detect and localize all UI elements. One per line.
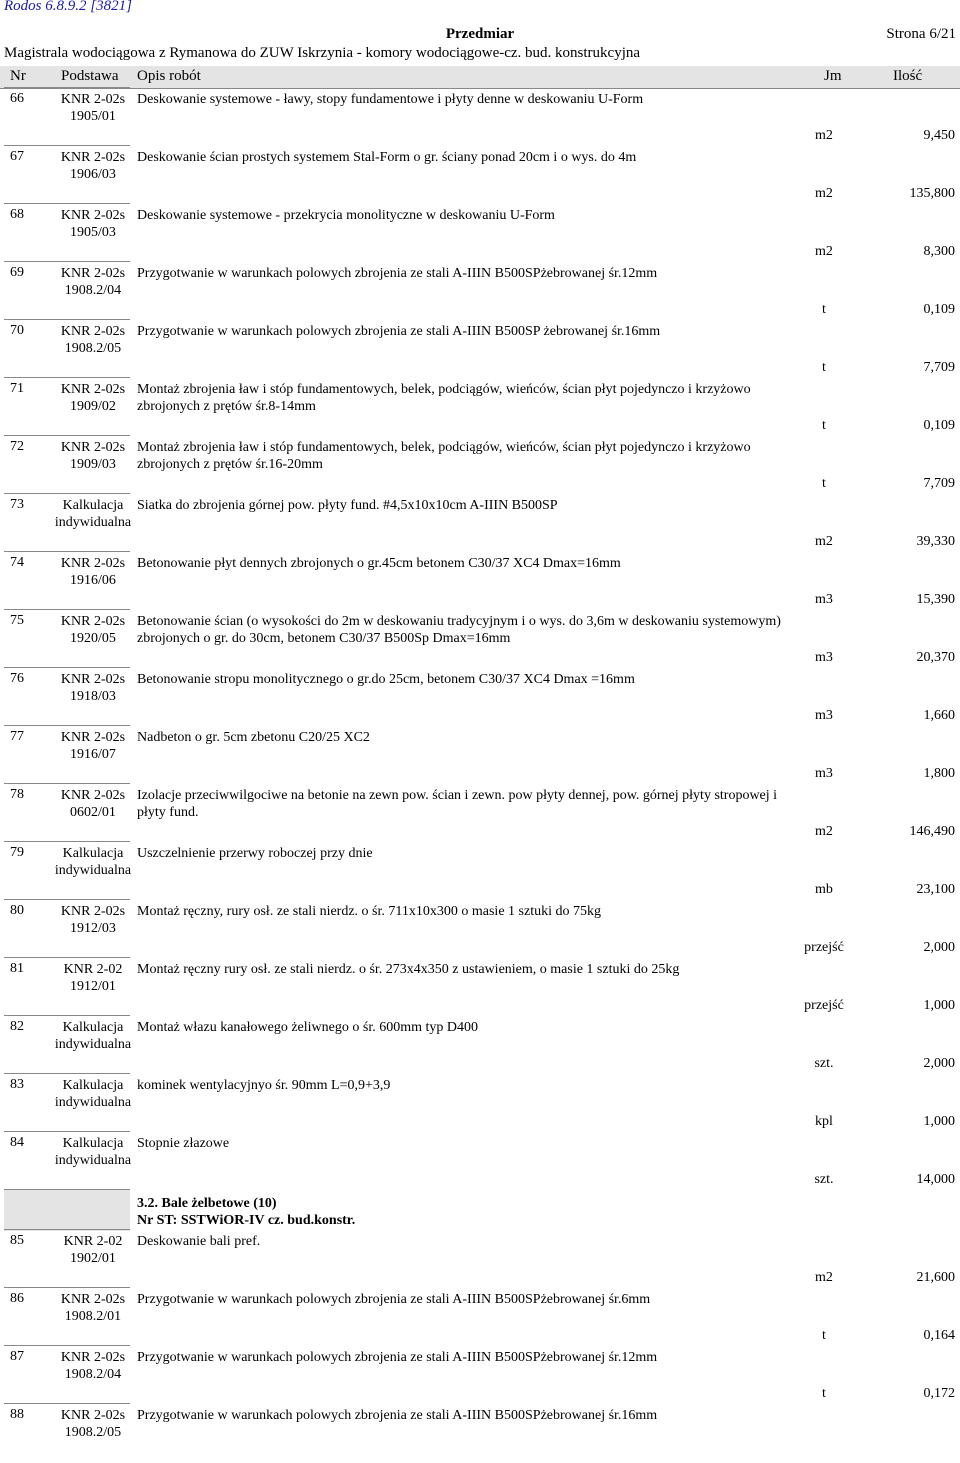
row-number: 76	[10, 671, 24, 686]
row-unit: t	[822, 302, 826, 317]
row-quantity: 7,709	[923, 476, 955, 491]
row-description: Montaż ręczny rury osł. ze stali nierdz. o śr. 273x4x350 z ustawieniem, o masie 1 sztuki do 25kg	[137, 962, 680, 977]
row-description: Nadbeton o gr. 5cm zbetonu C20/25 XC2	[137, 730, 370, 745]
table-row[interactable]	[0, 1133, 960, 1191]
table-row[interactable]	[0, 89, 960, 147]
row-quantity: 1,800	[923, 766, 955, 781]
row-quantity: 0,172	[923, 1386, 955, 1401]
row-unit: m3	[815, 650, 833, 665]
row-quantity: 146,490	[909, 824, 955, 839]
row-unit: przejść	[804, 940, 844, 955]
row-basis: Kalkulacja indywidualna	[54, 1136, 132, 1168]
table-row[interactable]	[0, 147, 960, 205]
row-separator	[4, 667, 130, 668]
row-number: 69	[10, 265, 24, 280]
row-number: 81	[10, 961, 24, 976]
row-description: kominek wentylacyjnyo śr. 90mm L=0,9+3,9	[137, 1078, 391, 1093]
row-description: Deskowanie systemowe - ławy, stopy fundamentowe i płyty denne w deskowaniu U-Form	[137, 92, 644, 107]
section-title-line2: Nr ST: SSTWiOR-IV cz. bud.konstr.	[137, 1213, 356, 1228]
row-number: 85	[10, 1233, 24, 1248]
row-quantity: 39,330	[916, 534, 955, 549]
row-separator	[4, 957, 130, 958]
table-row[interactable]	[0, 959, 960, 1017]
row-separator	[4, 1015, 130, 1016]
row-description: Montaż zbrojenia ław i stóp fundamentowych, belek, podciągów, wieńców, ścian płyt pojedynczo i krzyżowo zbrojonych z prętów śr.16-20mm	[137, 440, 751, 472]
row-unit: t	[822, 476, 826, 491]
table-row[interactable]	[0, 321, 960, 379]
table-row[interactable]	[0, 1405, 960, 1463]
document-title: Przedmiar	[445, 26, 515, 42]
row-description: Montaż zbrojenia ław i stóp fundamentowych, belek, podciągów, wieńców, ścian płyt pojedynczo i krzyżowo zbrojonych z prętów śr.8-14mm	[137, 382, 751, 414]
row-unit: mb	[815, 882, 833, 897]
row-basis: KNR 2-02s 1918/03	[60, 672, 126, 704]
row-description: Deskowanie ścian prostych systemem Stal-Form o gr. ściany ponad 20cm i o wys. do 4m	[137, 150, 637, 165]
row-description: Siatka do zbrojenia górnej pow. płyty fund. #4,5x10x10cm A-IIIN B500SP	[137, 498, 558, 513]
row-quantity: 1,000	[923, 998, 955, 1013]
row-description: Montaż ręczny, rury osł. ze stali nierdz. o śr. 711x10x300 o masie 1 sztuki do 75kg	[137, 904, 601, 919]
row-quantity: 9,450	[923, 128, 955, 143]
column-header-unit: Jm	[824, 68, 842, 84]
table-header	[0, 66, 960, 89]
row-number: 67	[10, 149, 24, 164]
row-separator	[4, 1403, 130, 1404]
row-basis: Kalkulacja indywidualna	[54, 1078, 132, 1110]
row-number: 83	[10, 1077, 24, 1092]
row-unit: szt.	[814, 1056, 834, 1071]
row-description: Betonowanie stropu monolitycznego o gr.do 25cm, betonem C30/37 XC4 Dmax =16mm	[137, 672, 635, 687]
table-row[interactable]	[0, 611, 960, 669]
row-number: 74	[10, 555, 24, 570]
row-unit: kpl	[815, 1114, 833, 1129]
table-row[interactable]	[0, 495, 960, 553]
row-separator	[4, 1345, 130, 1346]
table-row[interactable]	[0, 437, 960, 495]
row-separator	[4, 725, 130, 726]
row-quantity: 20,370	[916, 650, 955, 665]
row-separator	[4, 203, 130, 204]
row-unit: m2	[815, 186, 833, 201]
row-quantity: 2,000	[923, 940, 955, 955]
row-description: Przygotwanie w warunkach polowych zbrojenia ze stali A-IIIN B500SPżebrowanej śr.16mm	[137, 1408, 658, 1423]
row-number: 77	[10, 729, 24, 744]
row-separator	[4, 145, 130, 146]
table-row[interactable]	[0, 669, 960, 727]
row-quantity: 8,300	[923, 244, 955, 259]
row-quantity: 23,100	[916, 882, 955, 897]
row-description: Deskowanie systemowe - przekrycia monolityczne w deskowaniu U-Form	[137, 208, 555, 223]
row-unit: przejść	[804, 998, 844, 1013]
row-basis: KNR 2-02s 1908.2/05	[60, 1408, 126, 1440]
column-header-quantity: Ilość	[893, 68, 923, 84]
row-description: Betonowanie płyt dennych zbrojonych o gr.45cm betonem C30/37 XC4 Dmax=16mm	[137, 556, 621, 571]
row-basis: Kalkulacja indywidualna	[54, 846, 132, 878]
table-row[interactable]	[0, 785, 960, 843]
row-number: 70	[10, 323, 24, 338]
row-quantity: 21,600	[916, 1270, 955, 1285]
row-basis: KNR 2-02s 1906/03	[60, 150, 126, 182]
row-basis: KNR 2-02s 1912/03	[60, 904, 126, 936]
row-number: 79	[10, 845, 24, 860]
row-description: Stopnie złazowe	[137, 1136, 230, 1151]
row-separator	[4, 899, 130, 900]
row-description: Przygotwanie w warunkach polowych zbrojenia ze stali A-IIIN B500SPżebrowanej śr.12mm	[137, 266, 658, 281]
column-header-nr: Nr	[10, 68, 26, 84]
row-number: 66	[10, 91, 24, 106]
section-shade	[4, 1189, 130, 1231]
row-basis: KNR 2-02s 0602/01	[60, 788, 126, 820]
row-basis: KNR 2-02s 1909/02	[60, 382, 126, 414]
column-header-basis: Podstawa	[61, 68, 119, 84]
row-number: 88	[10, 1407, 24, 1422]
row-separator	[4, 1287, 130, 1288]
row-basis: KNR 2-02s 1908.2/04	[60, 1350, 126, 1382]
row-separator	[4, 87, 130, 88]
column-header-description: Opis robót	[137, 68, 201, 84]
row-separator	[4, 783, 130, 784]
row-quantity: 0,109	[923, 418, 955, 433]
app-title: Rodos 6.8.9.2 [3821]	[4, 0, 132, 14]
row-unit: m2	[815, 824, 833, 839]
row-separator	[4, 493, 130, 494]
table-row[interactable]	[0, 1075, 960, 1133]
row-quantity: 2,000	[923, 1056, 955, 1071]
section-title	[137, 1195, 355, 1229]
row-separator	[4, 609, 130, 610]
row-basis: KNR 2-02s 1908.2/05	[60, 324, 126, 356]
table-row[interactable]	[0, 1347, 960, 1405]
page-number: Strona 6/21	[886, 26, 956, 42]
row-unit: t	[822, 418, 826, 433]
row-basis: KNR 2-02 1912/01	[63, 962, 123, 994]
row-description: Izolacje przeciwwilgociwe na betonie na zewn pow. ścian i zewn. pow płyty dennej, pow. górnej płyty stropowej i płyty fund.	[137, 788, 778, 820]
row-unit: m2	[815, 244, 833, 259]
row-quantity: 1,000	[923, 1114, 955, 1129]
row-basis: KNR 2-02 1902/01	[63, 1234, 123, 1266]
row-basis: KNR 2-02s 1905/01	[60, 92, 126, 124]
row-basis: KNR 2-02s 1908.2/01	[60, 1292, 126, 1324]
row-number: 75	[10, 613, 24, 628]
row-unit: t	[822, 1386, 826, 1401]
table-row[interactable]	[0, 379, 960, 437]
row-number: 72	[10, 439, 24, 454]
row-separator	[4, 435, 130, 436]
row-number: 86	[10, 1291, 24, 1306]
row-number: 73	[10, 497, 24, 512]
row-separator	[4, 1073, 130, 1074]
table-row[interactable]	[0, 1231, 960, 1289]
table-body	[0, 89, 960, 1463]
row-unit: m2	[815, 1270, 833, 1285]
row-number: 68	[10, 207, 24, 222]
row-unit: t	[822, 360, 826, 375]
row-basis: Kalkulacja indywidualna	[54, 1020, 132, 1052]
table-row[interactable]	[0, 727, 960, 785]
row-separator	[4, 1131, 130, 1132]
row-basis: Kalkulacja indywidualna	[54, 498, 132, 530]
row-basis: KNR 2-02s 1920/05	[60, 614, 126, 646]
row-unit: m2	[815, 534, 833, 549]
row-separator	[4, 1229, 130, 1230]
row-unit: m3	[815, 766, 833, 781]
row-separator	[4, 261, 130, 262]
row-quantity: 7,709	[923, 360, 955, 375]
row-description: Montaż włazu kanałowego żeliwnego o śr. 600mm typ D400	[137, 1020, 478, 1035]
table-row[interactable]	[0, 1289, 960, 1347]
row-basis: KNR 2-02s 1908.2/04	[60, 266, 126, 298]
row-number: 80	[10, 903, 24, 918]
row-number: 71	[10, 381, 24, 396]
table-row[interactable]	[0, 553, 960, 611]
row-separator	[4, 319, 130, 320]
row-quantity: 135,800	[909, 186, 955, 201]
table-row[interactable]	[0, 901, 960, 959]
row-unit: m3	[815, 708, 833, 723]
row-basis: KNR 2-02s 1905/03	[60, 208, 126, 240]
row-number: 82	[10, 1019, 24, 1034]
row-quantity: 0,164	[923, 1328, 955, 1343]
row-unit: m2	[815, 128, 833, 143]
row-description: Uszczelnienie przerwy roboczej przy dnie	[137, 846, 373, 861]
row-basis: KNR 2-02s 1916/07	[60, 730, 126, 762]
row-number: 78	[10, 787, 24, 802]
row-quantity: 14,000	[916, 1172, 955, 1187]
row-unit: szt.	[814, 1172, 834, 1187]
row-separator	[4, 841, 130, 842]
table-row[interactable]	[0, 1017, 960, 1075]
row-number: 87	[10, 1349, 24, 1364]
row-number: 84	[10, 1135, 24, 1150]
row-separator	[4, 551, 130, 552]
row-description: Przygotwanie w warunkach polowych zbrojenia ze stali A-IIIN B500SP żebrowanej śr.16mm	[137, 324, 661, 339]
table-row[interactable]	[0, 843, 960, 901]
row-basis: KNR 2-02s 1916/06	[60, 556, 126, 588]
row-separator	[4, 377, 130, 378]
section-title-line1: 3.2. Bale żelbetowe (10)	[137, 1196, 277, 1211]
row-description: Deskowanie bali pref.	[137, 1234, 261, 1249]
row-unit: m3	[815, 592, 833, 607]
document-subtitle: Magistrala wodociągowa z Rymanowa do ZUW Iskrzynia - komory wodociągowe-cz. bud. konstrukcyjna	[4, 45, 641, 61]
row-basis: KNR 2-02s 1909/03	[60, 440, 126, 472]
row-quantity: 15,390	[916, 592, 955, 607]
row-description: Przygotwanie w warunkach polowych zbrojenia ze stali A-IIIN B500SPżebrowanej śr.6mm	[137, 1292, 651, 1307]
row-description: Przygotwanie w warunkach polowych zbrojenia ze stali A-IIIN B500SPżebrowanej śr.12mm	[137, 1350, 658, 1365]
row-unit: t	[822, 1328, 826, 1343]
row-quantity: 1,660	[923, 708, 955, 723]
table-row[interactable]	[0, 263, 960, 321]
table-row[interactable]	[0, 205, 960, 263]
row-quantity: 0,109	[923, 302, 955, 317]
row-description: Betonowanie ścian (o wysokości do 2m w deskowaniu tradycyjnym i o wys. do 3,6m w deskowaniu systemowym) zbrojonych o gr. do 30cm, betonem C30/37 B500Sp Dmax=16mm	[137, 614, 781, 646]
section-header	[0, 1191, 960, 1231]
